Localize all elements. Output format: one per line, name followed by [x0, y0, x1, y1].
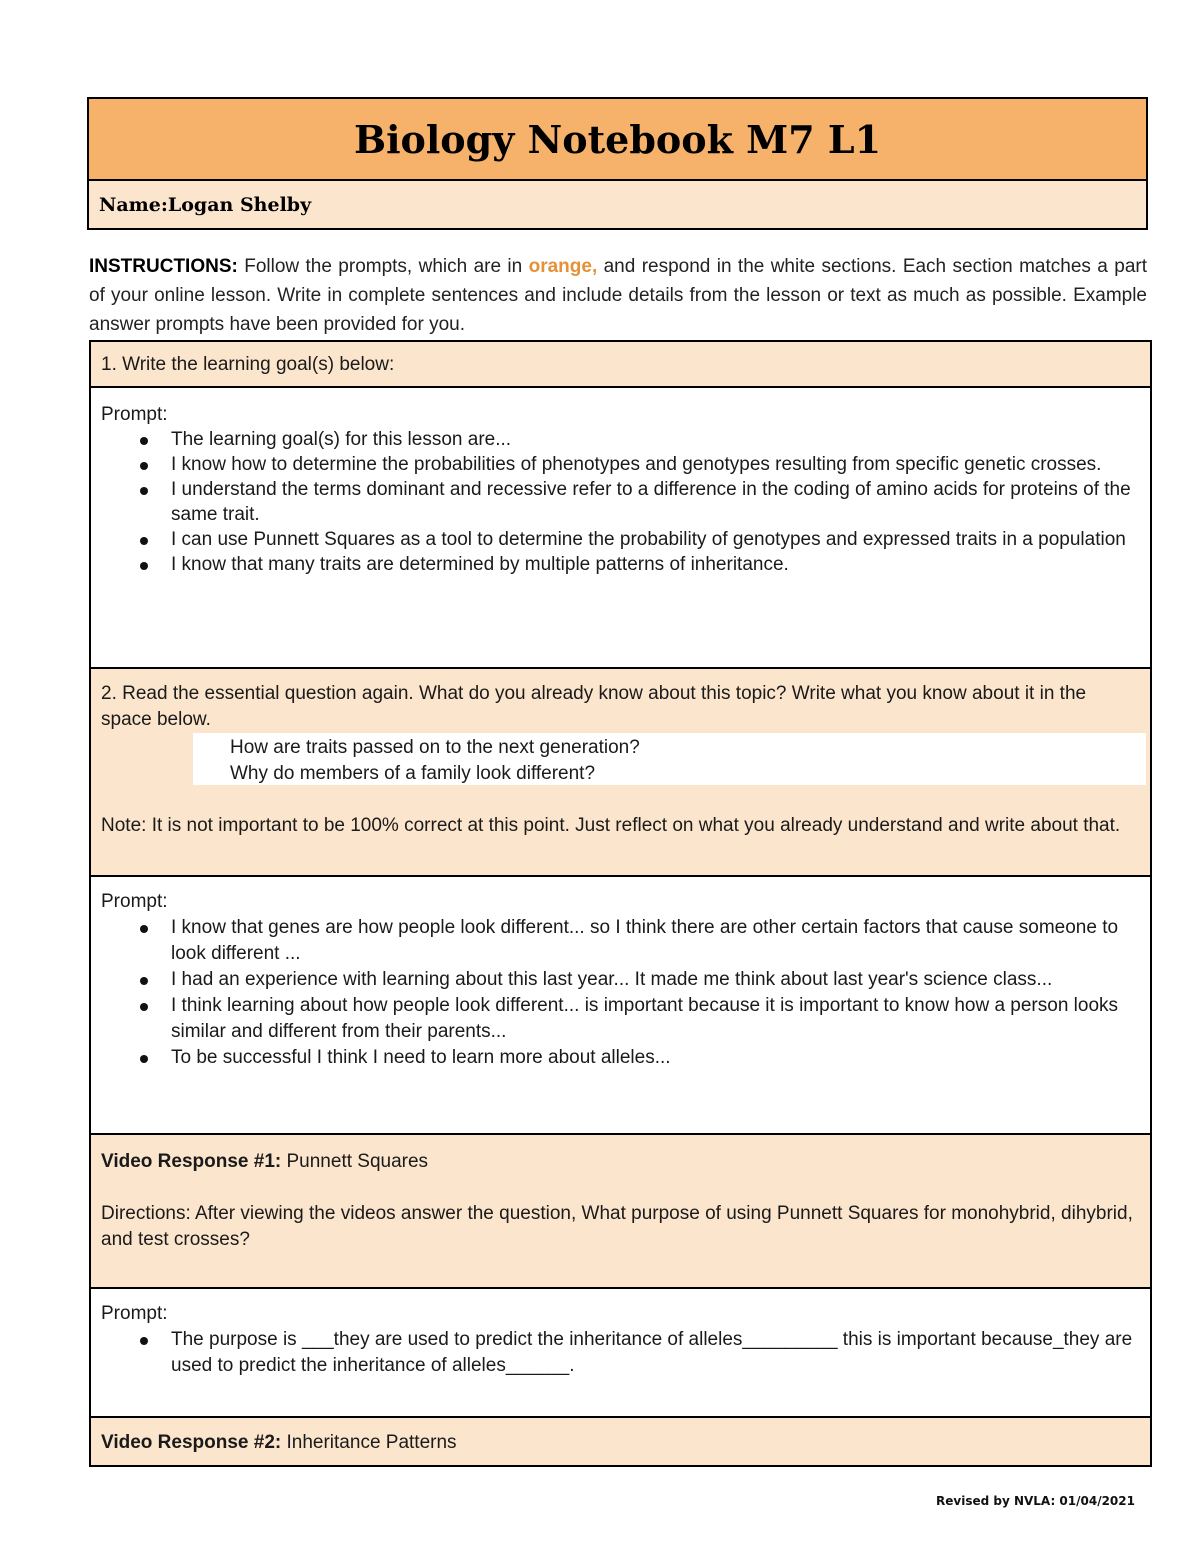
list-item: I know that genes are how people look different... so I think there are other certain factors that cause someone to look different ... — [171, 915, 1140, 967]
list-item: I know that many traits are determined by multiple patterns of inheritance. — [171, 552, 1140, 577]
section1-prompt-label: Prompt: — [101, 404, 168, 425]
video1-directions: Directions: After viewing the videos answer the question, What purpose of using Punnett Squares for monohybrid, dihybrid, and test crosses? — [101, 1203, 1133, 1250]
video1-prompt[interactable] — [89, 1287, 1152, 1418]
video1-label: Video Response #1: — [101, 1151, 282, 1172]
section2-prompt[interactable] — [89, 875, 1152, 1135]
page-title: Biology Notebook M7 L1 — [89, 99, 1146, 181]
list-item: I understand the terms dominant and recessive refer to a difference in the coding of amino acids for proteins of the same trait. — [171, 477, 1140, 527]
essential-question: How are traits passed on to the next generation? — [230, 737, 640, 758]
video2-header — [89, 1416, 1152, 1467]
essential-questions-box — [193, 733, 1146, 785]
list-item: The learning goal(s) for this lesson are... — [171, 427, 1140, 452]
section2-prompt-label: Prompt: — [101, 891, 168, 912]
revised-footer: Revised by NVLA: 01/04/2021 — [936, 1494, 1135, 1508]
list-item: To be successful I think I need to learn more about alleles... — [171, 1045, 1140, 1071]
instructions-text-before: Follow the prompts, which are in — [237, 256, 529, 277]
list-item: I had an experience with learning about this last year... It made me think about last year's science class... — [171, 967, 1140, 993]
section2-header — [89, 667, 1152, 877]
list-item: I know how to determine the probabilities of phenotypes and genotypes resulting from specific genetic crosses. — [171, 452, 1140, 477]
instructions-text-after: and respond in the white sections. Each section matches a part of your online lesson. Write in complete sentences and include details from the lesson or text as much as possible. Example answer prompts have been provided for you. — [89, 256, 1147, 335]
name-row — [89, 181, 1146, 228]
section1-list — [101, 427, 1140, 577]
instructions — [89, 252, 1147, 339]
section2-note: Note: It is not important to be 100% correct at this point. Just reflect on what you already understand and write about that. — [101, 815, 1121, 836]
video2-label: Video Response #2: — [101, 1432, 282, 1453]
list-item: I can use Punnett Squares as a tool to determine the probability of genotypes and expressed traits in a population — [171, 527, 1140, 552]
essential-question: Why do members of a family look different? — [230, 763, 596, 784]
name-label: Name: — [99, 193, 168, 216]
section1-header — [89, 340, 1152, 388]
video1-header — [89, 1133, 1152, 1289]
header-table — [87, 97, 1148, 230]
section1-prompt[interactable] — [89, 386, 1152, 669]
video1-topic: Punnett Squares — [281, 1151, 429, 1172]
list-item: I think learning about how people look different... is important because it is important to know how a person looks similar and different from their parents... — [171, 993, 1140, 1045]
video1-prompt-label: Prompt: — [101, 1303, 168, 1324]
list-item: The purpose is ___they are used to predict the inheritance of alleles_________ this is important because_they are used to predict the inheritance of alleles______. — [171, 1327, 1140, 1379]
video1-list — [101, 1327, 1140, 1379]
video2-topic: Inheritance Patterns — [281, 1432, 457, 1453]
section2-list — [101, 915, 1140, 1071]
instructions-orange-word: orange, — [528, 256, 598, 277]
section1-header-text: 1. Write the learning goal(s) below: — [101, 354, 395, 375]
instructions-label: INSTRUCTIONS: — [89, 256, 238, 277]
name-value: Logan Shelby — [167, 193, 312, 216]
section2-header-text: 2. Read the essential question again. What do you already know about this topic? Write what you know about it in the space below. — [101, 683, 1087, 730]
